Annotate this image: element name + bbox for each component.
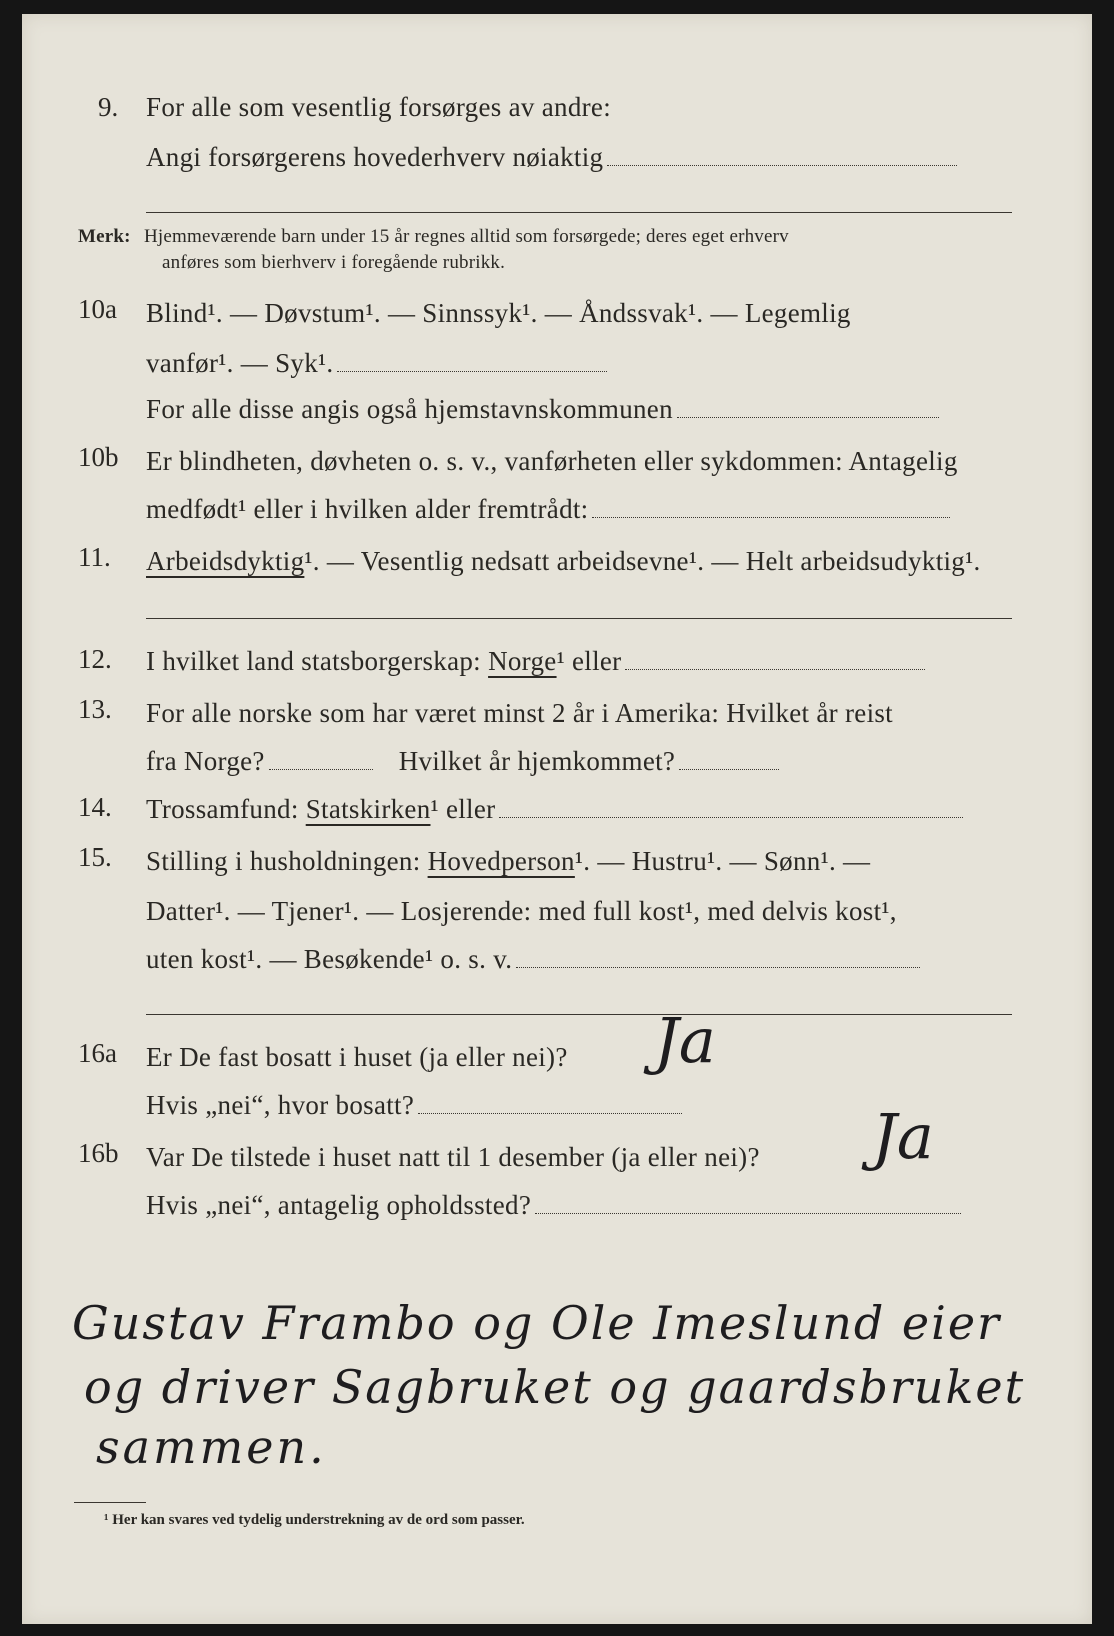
q12-line: [146, 646, 925, 677]
footnote-separator: [74, 1502, 146, 1503]
footnote: ¹ Her kan svares ved tydelig understrekning av de ord som passer.: [104, 1512, 525, 1528]
q13-number: 13.: [78, 694, 112, 724]
q15-option-hovedperson[interactable]: Hovedperson: [427, 846, 575, 876]
q15-line3: [146, 944, 920, 975]
q16b-line1-text: Var De tilstede i huset natt til 1 desember (ja eller nei)?: [146, 1142, 760, 1172]
q16a-line2: [146, 1090, 682, 1121]
q11-line: [146, 546, 981, 577]
q14-pre: Trossamfund:: [146, 794, 299, 824]
merk-line2: anføres som bierhverv i foregående rubrikk.: [162, 252, 506, 273]
q16b-number: 16b: [78, 1138, 119, 1168]
handwritten-note-line2: og driver Sagbruket og gaardsbruket: [84, 1360, 1026, 1414]
q14-answer-field[interactable]: [499, 816, 963, 818]
q15-answer-field[interactable]: [516, 966, 920, 968]
q10a-line3: [146, 394, 939, 425]
q9-rule: [146, 212, 1012, 213]
q13-line2b: Hvilket år hjemkommet?: [398, 746, 676, 776]
q10b-line2: [146, 494, 950, 525]
q16b-opholdssted-field[interactable]: [535, 1212, 961, 1214]
handwritten-note-line1: Gustav Frambo og Ole Imeslund eier: [72, 1296, 1002, 1350]
q10a-line2-text: vanfør¹. — Syk¹.: [146, 348, 334, 378]
q10a-answer-field[interactable]: [337, 370, 607, 372]
merk-label: Merk:: [78, 226, 131, 247]
q14-post: ¹ eller: [430, 794, 496, 824]
q13-line2: [146, 746, 779, 777]
q14-option-statskirken[interactable]: Statskirken: [305, 794, 431, 824]
q15-line2: Datter¹. — Tjener¹. — Losjerende: med full kost¹, med delvis kost¹,: [146, 896, 897, 926]
q13-hjemkommet-field[interactable]: [679, 768, 779, 770]
q10a-number: 10a: [78, 294, 117, 324]
q16a-handwritten-answer: Ja: [654, 1004, 716, 1077]
q10a-line1: Blind¹. — Døvstum¹. — Sinnssyk¹. — Åndssvak¹. — Legemlig: [146, 298, 851, 328]
q12-post: ¹ eller: [556, 646, 622, 676]
q16a-bosatt-field[interactable]: [418, 1112, 682, 1114]
q10a-line2: [146, 348, 607, 379]
q15-line3-text: uten kost¹. — Besøkende¹ o. s. v.: [146, 944, 513, 974]
q12-option-norge[interactable]: Norge: [488, 646, 557, 676]
q16b-line2: [146, 1190, 961, 1221]
q10b-number: 10b: [78, 442, 119, 472]
q10a-line3-text: For alle disse angis også hjemstavnskommunen: [146, 394, 673, 424]
q9-line2-text: Angi forsørgerens hovederhverv nøiaktig: [146, 142, 604, 172]
q12-pre: I hvilket land statsborgerskap:: [146, 646, 481, 676]
q13-reist-field[interactable]: [269, 768, 373, 770]
q10a-kommune-field[interactable]: [677, 416, 939, 418]
q15-rest1: ¹. — Hustru¹. — Sønn¹. —: [574, 846, 871, 876]
q14-number: 14.: [78, 792, 112, 822]
q16a-line1-text: Er De fast bosatt i huset (ja eller nei)?: [146, 1042, 568, 1072]
q9-number: 9.: [98, 92, 119, 122]
q10b-answer-field[interactable]: [592, 516, 950, 518]
q13-line1: For alle norske som har været minst 2 år i Amerika: Hvilket år reist: [146, 698, 893, 728]
q16a-line2-text: Hvis „nei“, hvor bosatt?: [146, 1090, 415, 1120]
q9-line2: [146, 142, 957, 173]
q9-line1: For alle som vesentlig forsørges av andre:: [146, 92, 611, 122]
q9-answer-field[interactable]: [607, 164, 957, 166]
q15-line1: [146, 846, 870, 877]
q14-line: [146, 794, 963, 825]
q11-number: 11.: [78, 542, 111, 572]
q13-line2a: fra Norge?: [146, 746, 265, 776]
q15-pre: Stilling i husholdningen:: [146, 846, 421, 876]
q12-number: 12.: [78, 644, 112, 674]
q11-rule: [146, 618, 1012, 619]
q15-number: 15.: [78, 842, 112, 872]
q16a-number: 16a: [78, 1038, 117, 1068]
q11-rest: ¹. — Vesentlig nedsatt arbeidsevne¹. — Helt arbeidsudyktig¹.: [304, 546, 981, 576]
q16b-handwritten-answer: Ja: [872, 1100, 934, 1173]
census-form-page: [22, 14, 1092, 1624]
q15-rule: [146, 1014, 1012, 1015]
q10b-line1: Er blindheten, døvheten o. s. v., vanførheten eller sykdommen: Antagelig: [146, 446, 958, 476]
q16b-line2-text: Hvis „nei“, antagelig opholdssted?: [146, 1190, 532, 1220]
handwritten-note-line3: sammen.: [96, 1420, 327, 1474]
merk-line1: Hjemmeværende barn under 15 år regnes alltid som forsørgede; deres eget erhverv: [144, 226, 789, 247]
q10b-line2-text: medfødt¹ eller i hvilken alder fremtrådt:: [146, 494, 589, 524]
q12-answer-field[interactable]: [625, 668, 925, 670]
q11-option-arbeidsdyktig[interactable]: Arbeidsdyktig: [146, 546, 305, 576]
